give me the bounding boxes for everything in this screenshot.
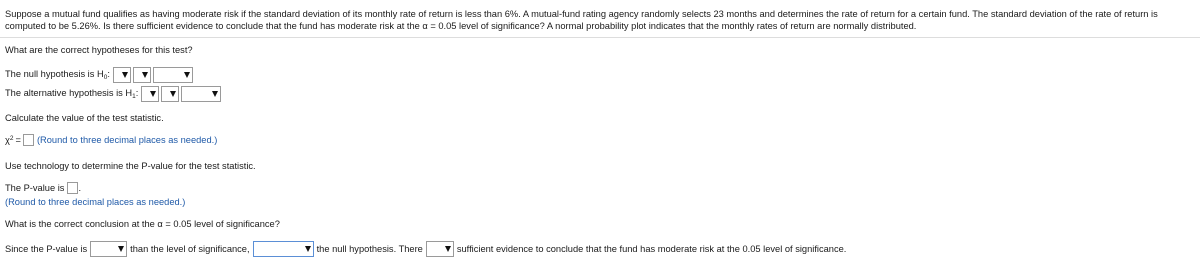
- conclusion-text-1: Since the P-value is: [5, 244, 88, 254]
- p-value-hint: (Round to three decimal places as needed.): [5, 197, 186, 207]
- test-statistic-row: [5, 134, 217, 146]
- conclusion-prompt: [5, 219, 280, 229]
- divider: [0, 37, 1200, 38]
- chevron-down-icon: [184, 72, 190, 78]
- conclusion-text-2: than the level of significance,: [130, 244, 250, 254]
- p-value-input[interactable]: [67, 182, 78, 194]
- conclusion-text-4: sufficient evidence to conclude that the fund has moderate risk at the 0.05 level of significance.: [456, 244, 847, 254]
- p-value-question: Use technology to determine the P-value for the test statistic.: [5, 161, 256, 171]
- alt-hypothesis-row: [5, 86, 221, 102]
- hypotheses-prompt: [5, 45, 193, 55]
- null-value-dropdown[interactable]: [153, 67, 193, 83]
- equals-sign: =: [15, 135, 21, 145]
- conclusion-question: What is the correct conclusion at the α = 0.05 level of significance?: [5, 219, 280, 229]
- chevron-down-icon: [170, 91, 176, 97]
- p-value-hint-row: [5, 197, 185, 207]
- chi-square-symbol: $\chi^2$: [5, 135, 14, 145]
- alt-value-dropdown[interactable]: [181, 86, 221, 102]
- conclusion-text-3: the null hypothesis. There: [316, 244, 423, 254]
- chevron-down-icon: [122, 72, 128, 78]
- alt-hypothesis-label: The alternative hypothesis is $H_1$:: [5, 88, 139, 100]
- chevron-down-icon: [142, 72, 148, 78]
- chevron-down-icon: [212, 91, 218, 97]
- decision-dropdown[interactable]: [253, 241, 314, 257]
- comparison-dropdown[interactable]: [90, 241, 127, 257]
- alt-parameter-dropdown[interactable]: [141, 86, 159, 102]
- chevron-down-icon: [445, 246, 451, 252]
- conclusion-row: [5, 241, 846, 257]
- chevron-down-icon: [305, 246, 311, 252]
- p-value-row: [5, 182, 81, 194]
- test-statistic-hint: (Round to three decimal places as needed.): [36, 135, 218, 145]
- null-operator-dropdown[interactable]: [133, 67, 151, 83]
- p-value-prompt: [5, 161, 256, 171]
- problem-statement: Suppose a mutual fund qualifies as having moderate risk if the standard deviation of its monthly rate of return is less than 6%. A mutual-fund rating agency randomly selects 23 months and determines the rate of return for a certain fund. The standard deviation of the rate of return is computed to be 5.26%. Is there sufficient evidence to conclude that the fund has moderate risk at the α = 0.05 level of significance? A normal probability plot indicates that the monthly rates of return are normally distributed.: [5, 9, 1158, 31]
- null-hypothesis-label: The null hypothesis is $H_0$:: [5, 69, 110, 81]
- evidence-dropdown[interactable]: [426, 241, 454, 257]
- null-parameter-dropdown[interactable]: [113, 67, 131, 83]
- alt-operator-dropdown[interactable]: [161, 86, 179, 102]
- chevron-down-icon: [150, 91, 156, 97]
- null-hypothesis-row: [5, 67, 193, 83]
- test-statistic-prompt: [5, 113, 164, 123]
- p-value-period: .: [78, 183, 82, 193]
- hypotheses-question: What are the correct hypotheses for this test?: [5, 45, 193, 55]
- p-value-label: The P-value is: [5, 183, 65, 193]
- test-statistic-input[interactable]: [23, 134, 34, 146]
- chevron-down-icon: [118, 246, 124, 252]
- test-statistic-question: Calculate the value of the test statistic.: [5, 113, 164, 123]
